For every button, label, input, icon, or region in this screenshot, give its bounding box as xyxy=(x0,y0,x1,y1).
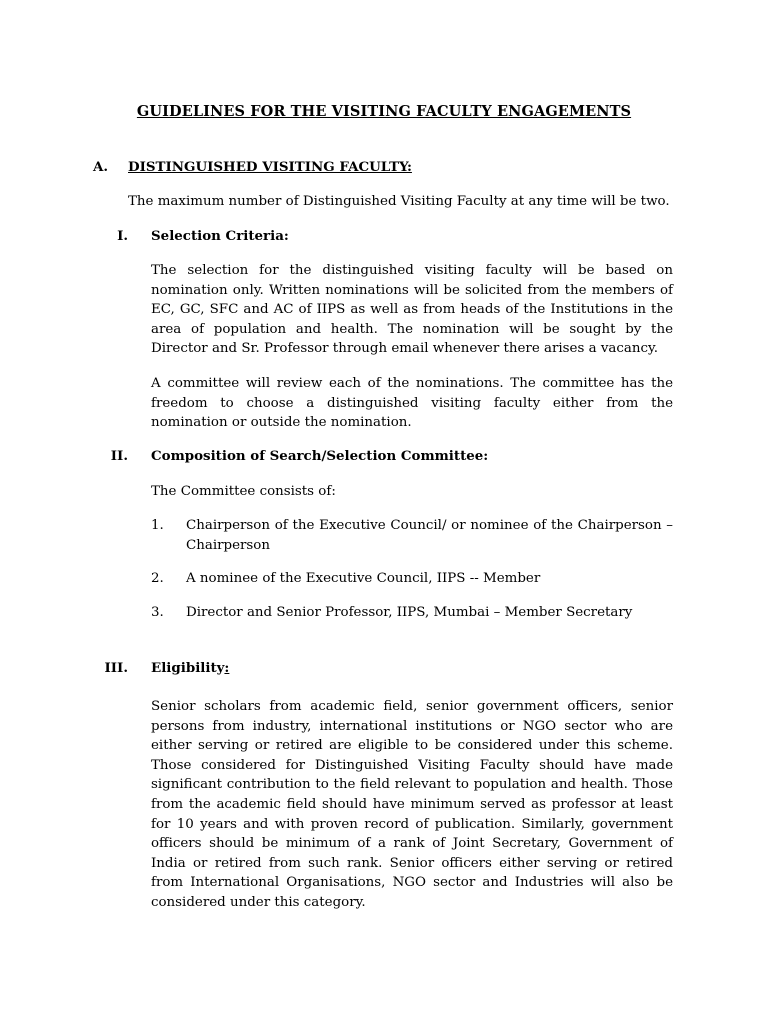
section-3-paragraph: Senior scholars from academic field, senior government officers, senior persons from industry, international institutions or NGO sector who are either serving or retired are eligible to be considered under this scheme. Those considered for Distinguished Visiting Faculty should have made significant contribution to the field relevant to population and health. Those from the academic field should have minimum served as professor at least for 10 years and with proven record of publication. Similarly, government officers should be minimum of a rank of Joint Secretary, Government of India or retired from such rank. Senior officers either serving or retired from International Organisations, NGO sector and Industries will also be considered under this category. xyxy=(151,699,673,910)
section-a-marker: A. xyxy=(93,159,109,175)
section-3-heading: Eligibility xyxy=(151,660,225,676)
section-1-marker: I. xyxy=(117,228,128,244)
section-2-heading: Composition of Search/Selection Committee: xyxy=(151,448,489,464)
section-1-paragraph-2: A committee will review each of the nominations. The committee has the freedom to choose a distinguished visiting faculty either from the nomination or outside the nomination. xyxy=(151,376,673,431)
section-1-paragraph-1: The selection for the distinguished visiting faculty will be based on nomination only. Written nominations will be solicited from the members of EC, GC, SFC and AC of IIPS as well as from heads of the Institutions in the area of population and health. The nomination will be sought by the Director and Sr. Professor through email whenever there arises a vacancy. xyxy=(151,263,673,357)
committee-item-number: 2. xyxy=(151,571,164,586)
committee-item-number: 1. xyxy=(151,518,164,533)
committee-item-text: Director and Senior Professor, IIPS, Mumbai – Member Secretary xyxy=(186,605,633,620)
committee-item-number: 3. xyxy=(151,605,164,620)
section-3-heading-wrap xyxy=(151,659,229,679)
document-title: GUIDELINES FOR THE VISITING FACULTY ENGAGEMENTS xyxy=(136,103,632,120)
committee-item-text: Chairperson of the Executive Council/ or nominee of the Chairperson – Chairperson xyxy=(186,518,673,553)
section-a-intro: The maximum number of Distinguished Visiting Faculty at any time will be two. xyxy=(128,194,670,209)
section-2-lead: The Committee consists of: xyxy=(151,484,336,499)
section-2-marker: II. xyxy=(110,448,128,464)
section-3-marker: III. xyxy=(104,660,128,676)
committee-item-text: A nominee of the Executive Council, IIPS -- Member xyxy=(186,571,541,586)
section-1-heading: Selection Criteria: xyxy=(151,228,289,244)
section-a-heading: DISTINGUISHED VISITING FACULTY: xyxy=(128,159,412,175)
section-3-heading-colon: : xyxy=(224,660,230,676)
